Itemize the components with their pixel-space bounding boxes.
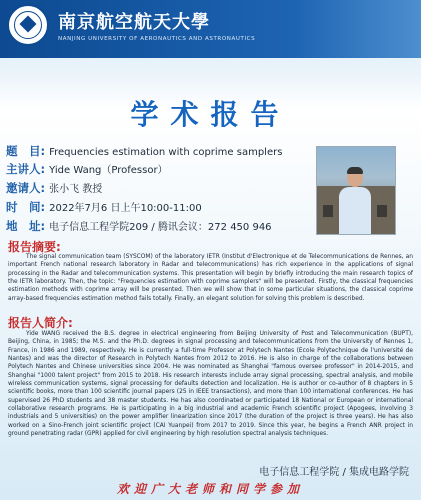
- poster-title: 学术报告: [130, 98, 291, 131]
- university-name-en: NANJING UNIVERSITY OF AERONAUTICS AND ASTRONAUTICS: [58, 36, 256, 42]
- university-name-cn: 南京航空航天大學: [58, 12, 210, 33]
- info-topic: [6, 140, 282, 159]
- university-seal-icon: [7, 4, 49, 46]
- info-place: [6, 215, 272, 234]
- speaker-value: Yide Wang（Professor）: [49, 165, 168, 176]
- topic-label: 题 目:: [6, 144, 46, 158]
- info-time: [6, 196, 202, 215]
- inviter-label: 邀请人:: [6, 181, 46, 195]
- bio-text: Yide WANG received the B.S. degree in electrical engineering from Beijing University of Post and Telecommunication (BUPT), Beijing, China, in 1985; the M.S. and the Ph.D. degrees in signal processing and telecommunications from the University of Rennes 1, France, in 1986 and 1989, respectively. He is currently a full-time Professor at Polytech Nantes (Ecole Polytechnique de l'université de Nantes) and was the director of Research in Polytech Nantes from 2012 to 2016. He is also in charge of the collaborations between Polytech Nantes and Chinese universities since 2004. He was nominated as Shanghai "famous oversee professor" in 2014-2015, and Shanghai "1000 talent project" from 2015 to 2018. His research interests include array signal processing, spectral analysis, and mobile wireless communication systems, signal processing for defaults detection and localization. He is author or co-author of 8 chapters in 5 scientific books, more than 100 scientific journal papers (25 in IEEE transactions), and more than 100 international conferences. He has supervised 26 PhD students and 38 master students. He has also coordinated or participated 18 National or European or international collaborative research programs. He is participating in a big industrial and academic French scientific project (Apogees, involving 3 industrials and 5 universities) on the power amplifier linearization since 2017 (the duration of the project is three years). He has also worked on a Sino-French joint scientific project (CAI Yuanpei) from 2017 to 2019. Since this year, he begins a French ANR project in ground penetrating radar (GPR) applied for civil engineering by high resolution spectral analysis techniques.: [8, 331, 413, 438]
- welcome-slogan: 欢迎广大老师和同学参加: [116, 482, 304, 496]
- speaker-photo: [316, 146, 396, 235]
- place-label: 地 址:: [6, 219, 46, 233]
- abstract-heading: 报告摘要:: [8, 240, 61, 254]
- place-value: 电子信息工程学院209 / 腾讯会议：272 450 946: [49, 222, 272, 233]
- speaker-label: 主讲人:: [6, 162, 46, 176]
- abstract-text: The signal communication team (SYSCOM) of the laboratory IETR (Institut d'Electronique et de Telecommunications de Rennes, an important French national research laboratory in Radar and telecommunications) has rich experience in the applications of signal processing in the Radar and telecommunication systems. This presentation will begin by briefly introducing the main research topics of the IETR laboratory. Then, the topic: "Frequencies estimation with coprime samplers" will be presented. Firstly, the classical frequencies estimation methods with coprime array will be presented. Then we will show that in some particular situations, the classical coprime array-based frequencies estimation method fails totally. Finally, an elegant solution for solving this problem is described.: [8, 254, 413, 302]
- topic-value: Frequencies estimation with coprime samplers: [49, 147, 283, 158]
- inviter-value: 张小飞 教授: [49, 184, 103, 195]
- time-value: 2022年7月6 日上午10:00-11:00: [49, 203, 202, 214]
- university-banner: [0, 0, 421, 58]
- organizer: 电子信息工程学院 / 集成电路学院: [259, 467, 409, 478]
- info-speaker: [6, 158, 168, 177]
- bio-heading: 报告人简介:: [8, 316, 73, 330]
- info-inviter: [6, 177, 102, 196]
- time-label: 时 间:: [6, 200, 46, 214]
